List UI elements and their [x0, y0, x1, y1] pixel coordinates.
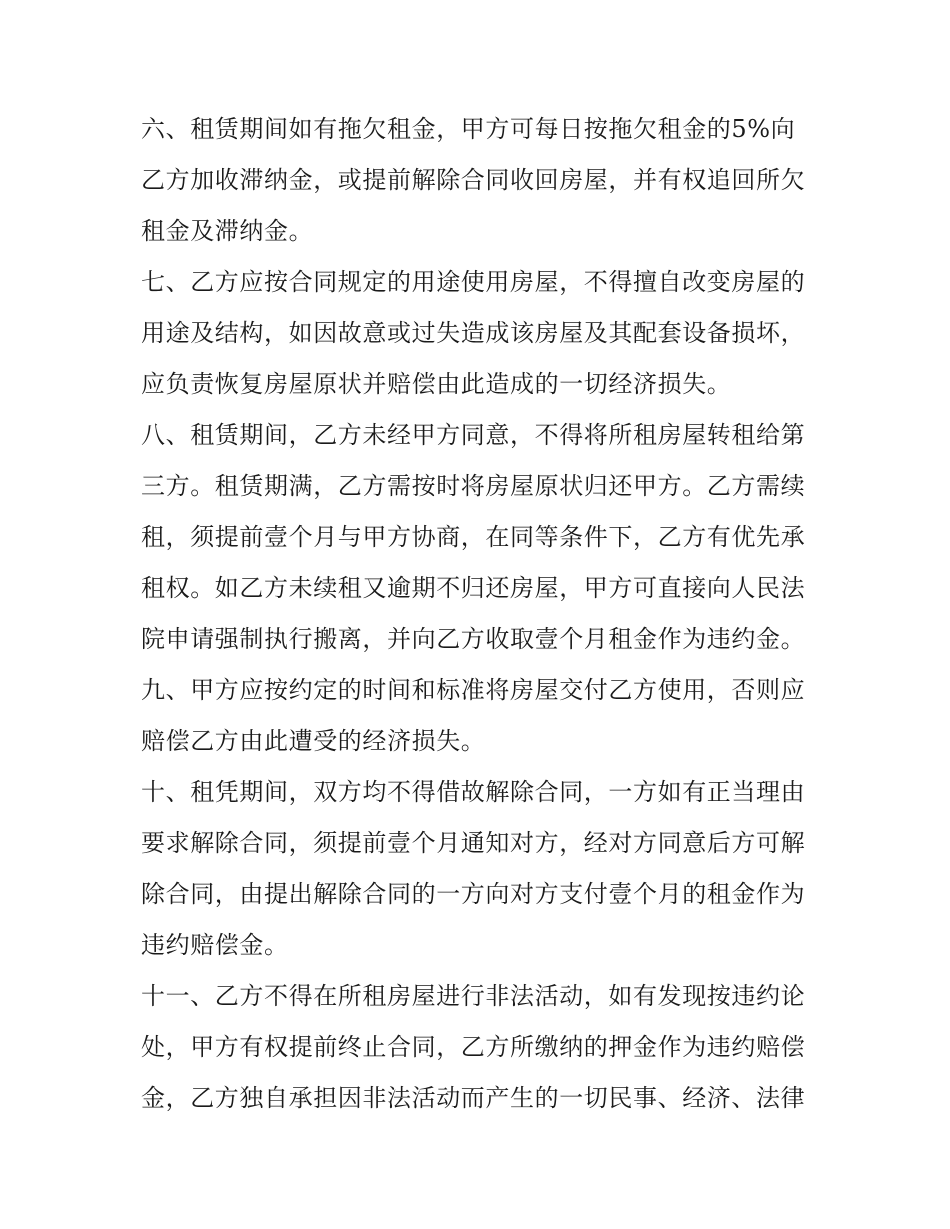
clause-11 — [141, 971, 821, 1124]
clause-line: 违约赔偿金。 — [141, 931, 289, 959]
clause-line: 租金及滞纳金。 — [141, 217, 314, 245]
clause-line: 租，须提前壹个月与甲方协商，在同等条件下，乙方有优先承 — [141, 523, 806, 551]
clause-8 — [141, 410, 821, 665]
clause-6 — [141, 104, 821, 257]
clause-line: 十一、乙方不得在所租房屋进行非法活动，如有发现按违约论 — [141, 982, 806, 1010]
clause-line: 处，甲方有权提前终止合同，乙方所缴纳的押金作为违约赔偿 — [141, 1033, 806, 1061]
clause-line: 十、租凭期间，双方均不得借故解除合同，一方如有正当理由 — [141, 778, 806, 806]
clause-line: 赔偿乙方由此遭受的经济损失。 — [141, 727, 486, 755]
contract-body — [141, 104, 821, 1124]
clause-10 — [141, 767, 821, 971]
clause-line: 七、乙方应按合同规定的用途使用房屋，不得擅自改变房屋的 — [141, 268, 806, 296]
clause-line: 金，乙方独自承担因非法活动而产生的一切民事、经济、法律 — [141, 1084, 806, 1112]
clause-line: 用途及结构，如因故意或过失造成该房屋及其配套设备损坏， — [141, 319, 806, 347]
clause-line: 三方。租赁期满，乙方需按时将房屋原状归还甲方。乙方需续 — [141, 472, 806, 500]
clause-line: 六、租赁期间如有拖欠租金，甲方可每日按拖欠租金的5%向 — [141, 115, 796, 143]
clause-line: 除合同，由提出解除合同的一方向对方支付壹个月的租金作为 — [141, 880, 806, 908]
clause-line: 租权。如乙方未续租又逾期不归还房屋，甲方可直接向人民法 — [141, 574, 806, 602]
clause-line: 院申请强制执行搬离，并向乙方收取壹个月租金作为违约金。 — [141, 625, 806, 653]
clause-line: 九、甲方应按约定的时间和标准将房屋交付乙方使用，否则应 — [141, 676, 806, 704]
clause-9 — [141, 665, 821, 767]
clause-7 — [141, 257, 821, 410]
clause-line: 应负责恢复房屋原状并赔偿由此造成的一切经济损失。 — [141, 370, 732, 398]
clause-line: 要求解除合同，须提前壹个月通知对方，经对方同意后方可解 — [141, 829, 806, 857]
clause-line: 乙方加收滞纳金，或提前解除合同收回房屋，并有权追回所欠 — [141, 166, 806, 194]
clause-line: 八、租赁期间，乙方未经甲方同意，不得将所租房屋转租给第 — [141, 421, 806, 449]
